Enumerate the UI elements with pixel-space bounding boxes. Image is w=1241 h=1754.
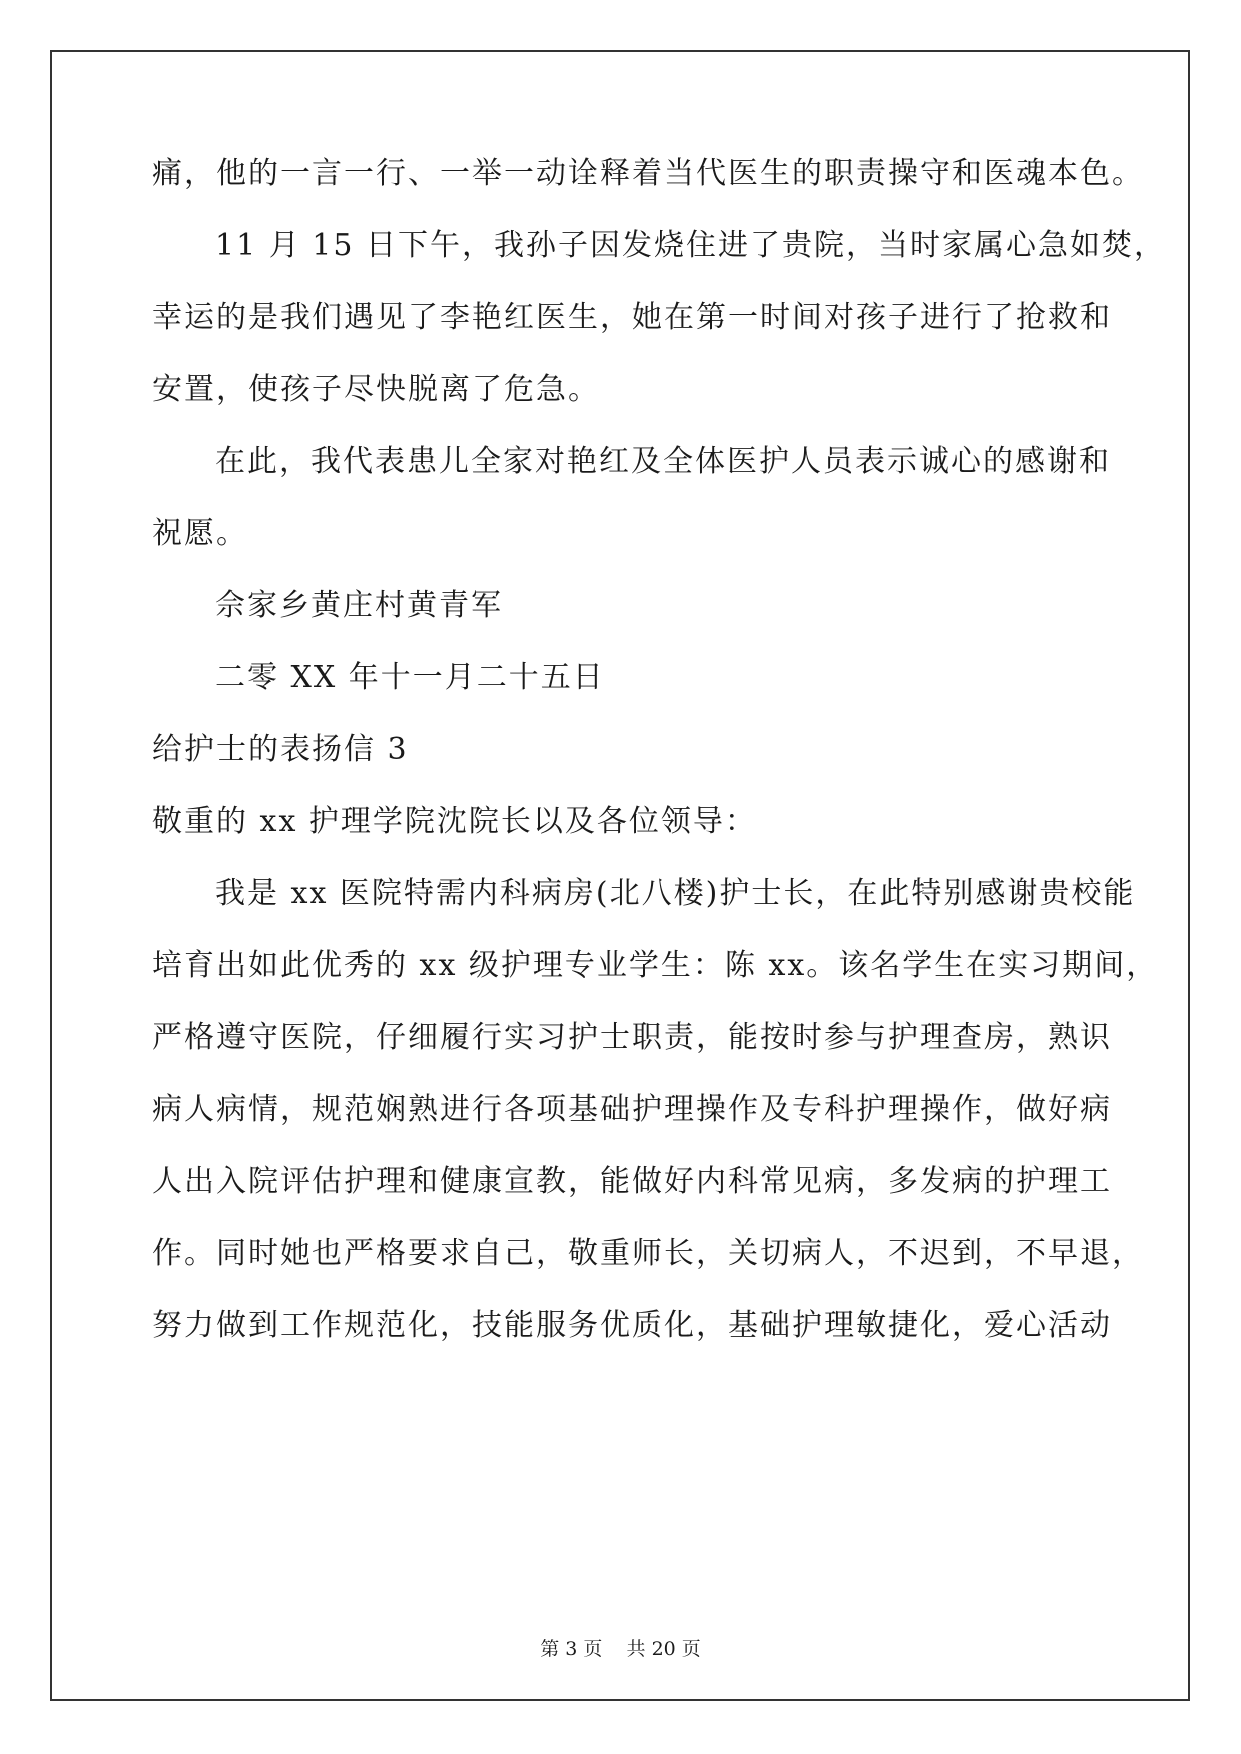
text-line: 病人病情，规范娴熟进行各项基础护理操作及专科护理操作，做好病 [152, 1092, 1112, 1127]
salutation: 敬重的 xx 护理学院沈院长以及各位领导： [152, 804, 757, 839]
text-line: 努力做到工作规范化，技能服务优质化，基础护理敏捷化，爱心活动 [152, 1308, 1112, 1343]
text-line: 祝愿。 [152, 516, 248, 551]
text-line: 幸运的是我们遇见了李艳红医生，她在第一时间对孩子进行了抢救和 [152, 300, 1112, 335]
text-line: 11 月 15 日下午，我孙子因发烧住进了贵院，当时家属心急如焚， [215, 228, 1166, 263]
text-line: 作。同时她也严格要求自己，敬重师长，关切病人，不迟到，不早退， [152, 1236, 1144, 1271]
text-line: 我是 xx 医院特需内科病房(北八楼)护士长，在此特别感谢贵校能 [215, 876, 1136, 911]
signature-name: 佘家乡黄庄村黄青军 [215, 588, 503, 623]
text-line: 痛，他的一言一行、一举一动诠释着当代医生的职责操守和医魂本色。 [152, 156, 1144, 191]
text-line: 安置，使孩子尽快脱离了危急。 [152, 372, 600, 407]
page-footer: 第 3 页 共 20 页 [540, 1638, 701, 1660]
signature-date: 二零 XX 年十一月二十五日 [215, 660, 605, 695]
text-line: 培育出如此优秀的 xx 级护理专业学生：陈 xx。该名学生在实习期间， [152, 948, 1159, 983]
section-title: 给护士的表扬信 3 [152, 732, 409, 767]
text-line: 严格遵守医院，仔细履行实习护士职责，能按时参与护理查房，熟识 [152, 1020, 1112, 1055]
text-line: 人出入院评估护理和健康宣教，能做好内科常见病，多发病的护理工 [152, 1164, 1112, 1199]
text-line: 在此，我代表患儿全家对艳红及全体医护人员表示诚心的感谢和 [215, 444, 1111, 479]
